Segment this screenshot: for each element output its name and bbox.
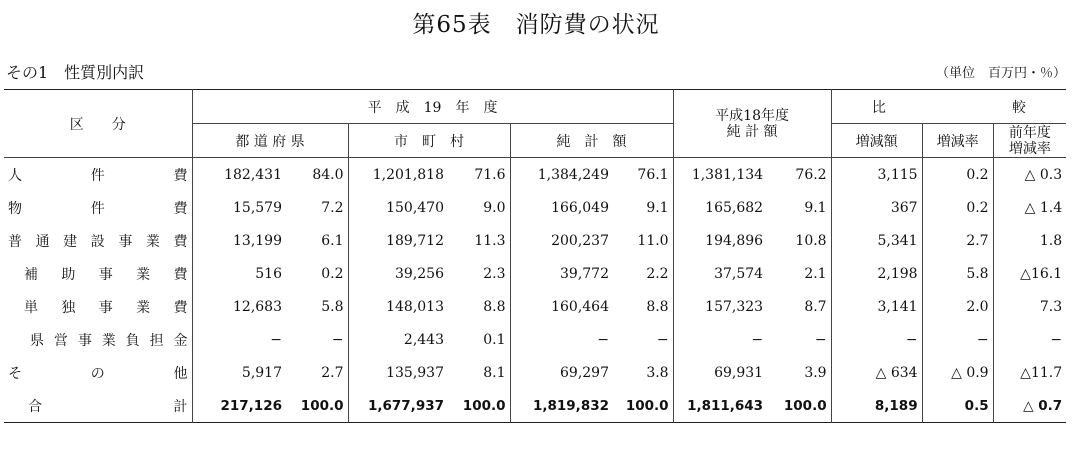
cell-h18-pct: 2.1	[804, 265, 827, 282]
cell-muni: 1,201,818	[348, 158, 448, 192]
total-pref: 217,126	[192, 389, 286, 423]
total-h18-pct: 100.0	[783, 397, 827, 414]
cell-net: 69,297	[510, 356, 613, 389]
cell-change: △ 634	[831, 356, 922, 389]
cell-net-pct: −	[656, 331, 669, 348]
cell-pref: 13,199	[192, 224, 286, 257]
cell-net-pct: 11.0	[637, 232, 669, 249]
table-row	[4, 191, 1066, 224]
cell-pref-pct: 7.2	[321, 199, 344, 216]
table-row	[4, 323, 1066, 356]
cell-muni: 135,937	[348, 356, 448, 389]
row-label: 人 件 費	[8, 167, 188, 184]
cell-net-pct: 76.1	[637, 166, 669, 183]
header-prev-rate-line1: 前年度	[1008, 124, 1051, 141]
cell-h18: 157,323	[673, 290, 767, 323]
cell-muni-pct: 71.6	[474, 166, 506, 183]
header-change-rate: 増減率	[922, 124, 993, 158]
row-label: 単独事業費	[24, 299, 188, 316]
cell-net: −	[510, 323, 613, 356]
fire-expenditure-table	[4, 89, 1066, 423]
cell-pref: 12,683	[192, 290, 286, 323]
cell-prev-rate: −	[993, 323, 1066, 356]
cell-net: 166,049	[510, 191, 613, 224]
cell-change-rate: 0.2	[922, 158, 993, 192]
header-change-amount: 増減額	[831, 124, 922, 158]
row-label: 物 件 費	[8, 200, 188, 217]
cell-net-pct: 9.1	[646, 199, 669, 216]
cell-h18-pct: 8.7	[804, 298, 827, 315]
cell-net-pct: 3.8	[646, 364, 669, 381]
cell-pref-pct: 84.0	[312, 166, 344, 183]
header-h18-line1: 平成18年度	[715, 107, 789, 124]
total-row	[4, 389, 1066, 423]
cell-net: 1,384,249	[510, 158, 613, 192]
total-net: 1,819,832	[510, 389, 613, 423]
cell-change-rate: 5.8	[922, 257, 993, 290]
unit-note: （単位 百万円・％）	[935, 66, 1066, 81]
cell-pref: 5,917	[192, 356, 286, 389]
cell-change-rate: 2.0	[922, 290, 993, 323]
cell-muni: 39,256	[348, 257, 448, 290]
total-change: 8,189	[831, 389, 922, 423]
cell-muni: 2,443	[348, 323, 448, 356]
total-muni: 1,677,937	[348, 389, 448, 423]
row-label: 普通建設事業費	[8, 233, 188, 250]
header-h18-line2: 純 計 額	[726, 123, 778, 140]
cell-muni-pct: 0.1	[483, 331, 506, 348]
table-subtitle: その1 性質別内訳	[6, 63, 145, 82]
cell-muni: 150,470	[348, 191, 448, 224]
cell-net: 160,464	[510, 290, 613, 323]
table-row	[4, 290, 1066, 323]
cell-muni-pct: 8.8	[483, 298, 506, 315]
header-prefecture: 都 道 府 県	[192, 124, 348, 158]
total-prev-rate: △ 0.7	[993, 389, 1066, 423]
header-municipality: 市 町 村	[348, 124, 510, 158]
cell-pref: −	[192, 323, 286, 356]
cell-net: 200,237	[510, 224, 613, 257]
header-prev-rate	[993, 124, 1066, 158]
header-h19: 平 成 19 年 度	[192, 90, 673, 124]
total-label: 合 計	[28, 398, 188, 415]
cell-muni-pct: 2.3	[483, 265, 506, 282]
page-title: 第65表 消防費の状況	[412, 12, 660, 38]
cell-h18: 194,896	[673, 224, 767, 257]
cell-prev-rate: △16.1	[993, 257, 1066, 290]
cell-pref: 516	[192, 257, 286, 290]
row-label: そ の 他	[8, 365, 188, 382]
cell-change: 5,341	[831, 224, 922, 257]
table-row	[4, 158, 1066, 192]
cell-muni-pct: 11.3	[474, 232, 506, 249]
header-net-total: 純 計 額	[510, 124, 673, 158]
cell-h18-pct: 76.2	[795, 166, 827, 183]
cell-pref-pct: 5.8	[321, 298, 344, 315]
cell-pref-pct: 0.2	[321, 265, 344, 282]
total-change-rate: 0.5	[922, 389, 993, 423]
cell-prev-rate: △11.7	[993, 356, 1066, 389]
total-muni-pct: 100.0	[462, 397, 506, 414]
header-prev-rate-line2: 増減率	[1008, 140, 1051, 157]
cell-h18-pct: −	[814, 331, 827, 348]
cell-prev-rate: △ 1.4	[993, 191, 1066, 224]
cell-prev-rate: △ 0.3	[993, 158, 1066, 192]
cell-h18-pct: 10.8	[795, 232, 827, 249]
table-row	[4, 257, 1066, 290]
header-compare: 比 較	[831, 90, 1066, 124]
cell-pref-pct: 6.1	[321, 232, 344, 249]
cell-muni: 148,013	[348, 290, 448, 323]
row-label: 県営事業負担金	[30, 332, 188, 349]
cell-change-rate: −	[922, 323, 993, 356]
cell-change: −	[831, 323, 922, 356]
cell-net-pct: 2.2	[646, 265, 669, 282]
total-h18: 1,811,643	[673, 389, 767, 423]
row-label: 補助事業費	[24, 266, 188, 283]
cell-muni-pct: 8.1	[483, 364, 506, 381]
cell-h18-pct: 3.9	[804, 364, 827, 381]
cell-h18: 1,381,134	[673, 158, 767, 192]
total-pref-pct: 100.0	[300, 397, 344, 414]
cell-pref-pct: 2.7	[321, 364, 344, 381]
cell-change-rate: 2.7	[922, 224, 993, 257]
cell-muni-pct: 9.0	[483, 199, 506, 216]
cell-pref-pct: −	[331, 331, 344, 348]
cell-prev-rate: 7.3	[993, 290, 1066, 323]
cell-change: 2,198	[831, 257, 922, 290]
cell-prev-rate: 1.8	[993, 224, 1066, 257]
header-h18	[673, 90, 831, 158]
header-category: 区 分	[4, 90, 192, 158]
cell-h18: 165,682	[673, 191, 767, 224]
cell-h18: 37,574	[673, 257, 767, 290]
cell-change: 367	[831, 191, 922, 224]
cell-muni: 189,712	[348, 224, 448, 257]
cell-net-pct: 8.8	[646, 298, 669, 315]
cell-change: 3,115	[831, 158, 922, 192]
cell-change: 3,141	[831, 290, 922, 323]
total-net-pct: 100.0	[625, 397, 669, 414]
cell-h18: 69,931	[673, 356, 767, 389]
cell-pref: 182,431	[192, 158, 286, 192]
table-row	[4, 356, 1066, 389]
cell-h18: −	[673, 323, 767, 356]
cell-pref: 15,579	[192, 191, 286, 224]
cell-h18-pct: 9.1	[804, 199, 827, 216]
cell-net: 39,772	[510, 257, 613, 290]
cell-change-rate: 0.2	[922, 191, 993, 224]
table-row	[4, 224, 1066, 257]
cell-change-rate: △ 0.9	[922, 356, 993, 389]
